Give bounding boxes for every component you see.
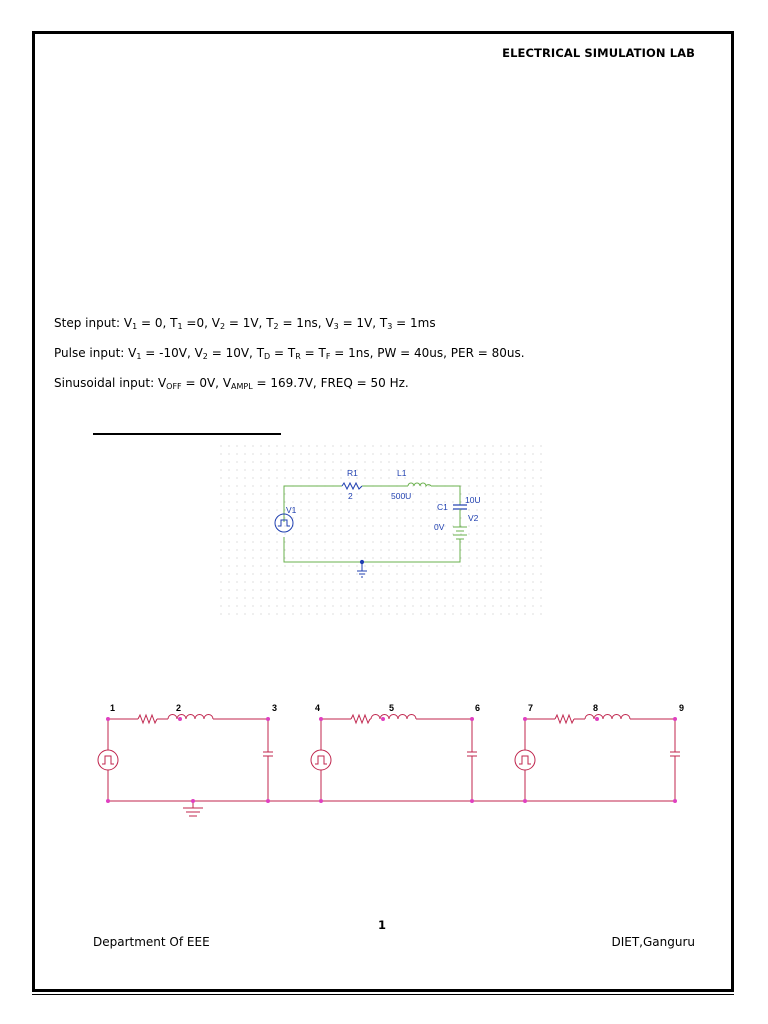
schematic-grid (220, 445, 545, 615)
pulse-input-prefix: Pulse input: (54, 346, 129, 360)
input-parameters (54, 310, 525, 400)
inductor-3 (585, 715, 630, 720)
heading-underline (93, 433, 281, 435)
ground-dot (191, 799, 195, 803)
node-label-2: 2 (176, 703, 182, 713)
node-dot-1 (106, 717, 110, 721)
node-dot-5 (381, 717, 385, 721)
pulse-term-0: $V_1 = -10V$, (128, 346, 195, 361)
resistor-3 (555, 715, 574, 723)
sinusoidal-input-line (54, 370, 525, 400)
page-border-rule (32, 994, 734, 995)
c1-label: C1 (437, 502, 448, 512)
footer-institution: DIET,Ganguru (611, 935, 695, 949)
v1-label: V1 (286, 505, 297, 515)
inductor-1 (168, 715, 213, 720)
node-dot-8 (595, 717, 599, 721)
node-label-3: 3 (272, 703, 278, 713)
pulse-term-1: $V_2 = 10V$, (194, 346, 257, 361)
step-input-prefix: Step input: (54, 316, 124, 330)
node-label-1: 1 (110, 703, 116, 713)
rlc-schematic (220, 445, 545, 615)
node-label-6: 6 (475, 703, 481, 713)
node-label-4: 4 (315, 703, 321, 713)
step-term-0: $V_1 = 0$, (123, 316, 171, 331)
pulse-term-2: $T_D$ = (256, 346, 288, 361)
r1-value: 2 (348, 491, 353, 501)
pulse-glyph-2 (315, 756, 327, 764)
schematic2-node-labels (110, 703, 684, 713)
step-term-4: $V_3 = 1V$, (325, 316, 380, 331)
step-term-1: $T_1 =0$, (170, 316, 212, 331)
node-label-7: 7 (528, 703, 534, 713)
pulse-glyph-1 (102, 756, 114, 764)
voltage-source-2 (311, 750, 331, 770)
c1-value: 10U (465, 495, 481, 505)
node-dot-9 (673, 717, 677, 721)
step-term-2: $V_2 = 1V$, (211, 316, 267, 331)
resistor-2 (351, 715, 370, 723)
page-number: 1 (378, 918, 387, 932)
page-header-title: ELECTRICAL SIMULATION LAB (502, 46, 695, 60)
node-dot-2 (178, 717, 182, 721)
voltage-source-1 (98, 750, 118, 770)
step-input-line (54, 310, 525, 340)
pulse-glyph-3 (519, 756, 531, 764)
bottom-dot-cap-1 (266, 799, 270, 803)
pulse-input-line (54, 340, 525, 370)
pulse-term-4: $T_F = 1ns$, PW = 40us, PER = 80us. (318, 346, 525, 361)
sine-term-0: $V_{OFF} = 0V$, (157, 376, 223, 391)
node-dot-7 (523, 717, 527, 721)
resistor-1 (138, 715, 157, 723)
inductor-2 (371, 715, 416, 720)
node-label-5: 5 (389, 703, 395, 713)
step-term-5: $T_3 = 1ms$ (379, 316, 436, 331)
voltage-source-3 (515, 750, 535, 770)
bottom-dot-source-3 (523, 799, 527, 803)
l1-value: 500U (391, 491, 412, 501)
v2-value: 0V (434, 522, 445, 532)
sine-term-1: $V_{AMPL} = 169.7V$, FREQ = 50 Hz. (222, 376, 409, 391)
node-dot-3 (266, 717, 270, 721)
node-label-8: 8 (593, 703, 599, 713)
bottom-dot-source-2 (319, 799, 323, 803)
l1-label: L1 (397, 468, 407, 478)
r1-label: R1 (347, 468, 358, 478)
v2-label: V2 (468, 513, 479, 523)
pulse-term-3: $T_R$ = (287, 346, 319, 361)
bottom-dot-cap-3 (673, 799, 677, 803)
schematic2-wires (98, 715, 680, 817)
node-dot-6 (470, 717, 474, 721)
footer-department: Department Of EEE (93, 935, 210, 949)
node-label-9: 9 (679, 703, 685, 713)
cascaded-schematic (90, 698, 690, 828)
step-term-3: $T_2 = 1ns$, (266, 316, 326, 331)
bottom-dot-source-1 (106, 799, 110, 803)
node-dot-4 (319, 717, 323, 721)
sine-input-prefix: Sinusoidal input: (54, 376, 158, 390)
bottom-dot-cap-2 (470, 799, 474, 803)
